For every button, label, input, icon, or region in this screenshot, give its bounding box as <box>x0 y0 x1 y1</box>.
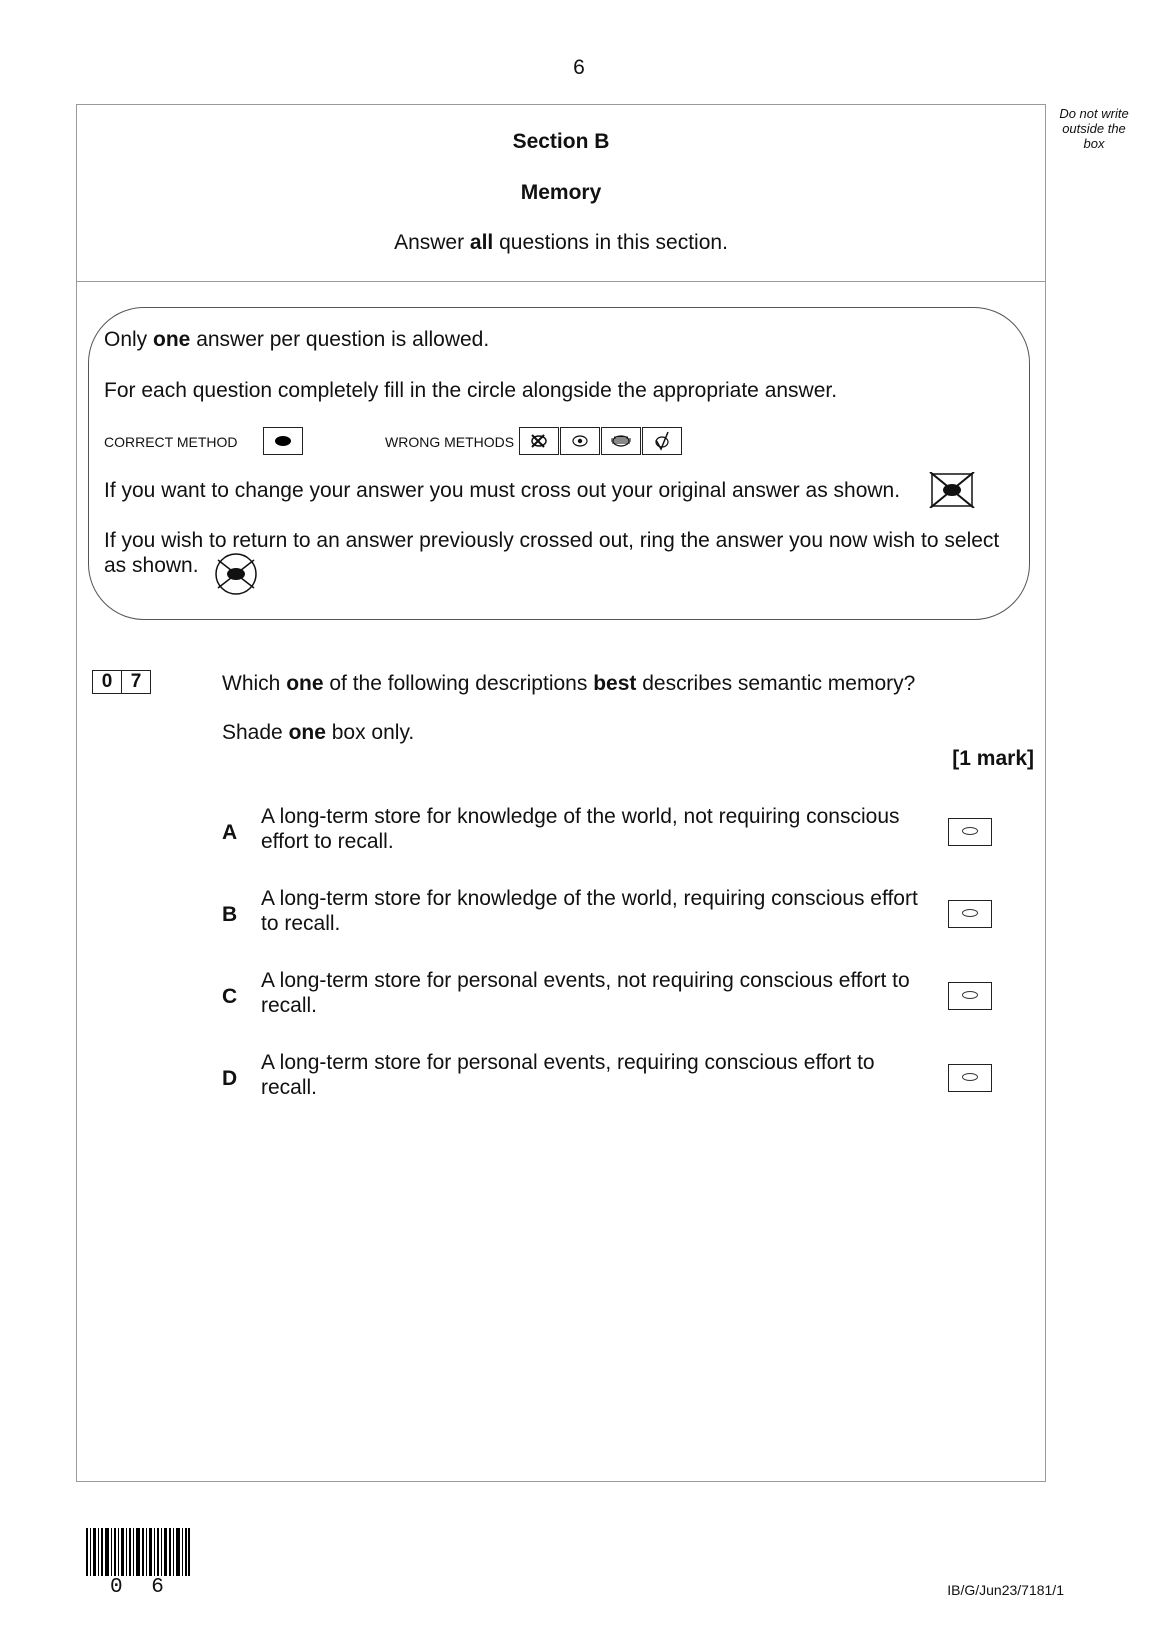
shade-pre: Shade <box>222 721 289 744</box>
answer-box-a[interactable] <box>948 818 992 846</box>
filled-oval-icon <box>275 436 291 446</box>
q-post: describes semantic memory? <box>636 672 916 695</box>
wrong-methods-label: WRONG METHODS <box>385 434 515 450</box>
option-letter-c: C <box>222 985 238 1008</box>
question-number-digit: 0 <box>92 670 122 694</box>
header-divider <box>76 281 1046 282</box>
page-number: 6 <box>573 56 585 79</box>
answer-oval-icon <box>962 991 978 999</box>
section-title: Section B <box>512 130 610 153</box>
margin-note <box>1046 106 1142 151</box>
margin-note-line: outside the <box>1062 121 1126 136</box>
answer-box-d[interactable] <box>948 1064 992 1092</box>
option-line: A long-term store for knowledge of the world, not requiring conscious <box>261 805 900 828</box>
mark-allocation: [1 mark] <box>952 747 1034 770</box>
answer-oval-icon <box>962 827 978 835</box>
option-line: to recall. <box>261 912 341 935</box>
option-text-a <box>261 804 937 854</box>
q-bold-one: one <box>286 672 324 695</box>
crossed-oval-icon <box>520 428 558 454</box>
answer-oval-icon <box>962 909 978 917</box>
ticked-oval-icon <box>643 428 681 454</box>
dotted-oval-icon <box>561 428 599 454</box>
wrong-method-tick <box>642 427 682 455</box>
answer-oval-icon <box>962 1073 978 1081</box>
return-answer-line: If you wish to return to an answer previously crossed out, ring the answer you now wish to select <box>104 529 1000 552</box>
margin-note-line: box <box>1083 136 1105 151</box>
barcode-digits: 0 6 <box>110 1576 172 1599</box>
margin-note-line: Do not write <box>1059 106 1129 121</box>
option-line: effort to recall. <box>261 830 394 853</box>
line1-bold: one <box>153 328 191 351</box>
instruction-one-answer <box>104 327 489 352</box>
q-bold-best: best <box>593 672 637 695</box>
answer-box-b[interactable] <box>948 900 992 928</box>
line1-pre: Only <box>104 328 154 351</box>
instruction-post: questions in this section. <box>493 231 728 254</box>
wrong-method-dot <box>560 427 600 455</box>
crossed-out-answer-icon <box>928 472 976 508</box>
correct-method-example <box>263 427 303 455</box>
q-mid: of the following descriptions <box>323 672 594 695</box>
question-number-digit: 7 <box>121 670 151 694</box>
option-line: A long-term store for personal events, requiring conscious effort to <box>261 1051 875 1074</box>
reference-code: IB/G/Jun23/7181/1 <box>947 1582 1064 1598</box>
option-line: A long-term store for knowledge of the world, requiring conscious effort <box>261 887 918 910</box>
option-line: recall. <box>261 994 318 1017</box>
section-instruction <box>76 231 1046 255</box>
shade-post: box only. <box>325 721 415 744</box>
option-letter-b: B <box>222 903 238 926</box>
wrong-method-scribble <box>601 427 641 455</box>
barcode <box>86 1528 190 1576</box>
option-letter-a: A <box>222 821 238 844</box>
instruction-pre: Answer <box>394 231 470 254</box>
q-pre: Which <box>222 672 287 695</box>
line1-post: answer per question is allowed. <box>190 328 490 351</box>
correct-method-label: CORRECT METHOD <box>104 434 238 450</box>
option-text-c <box>261 968 937 1018</box>
option-line: A long-term store for personal events, not requiring conscious effort to <box>261 969 910 992</box>
subject-title: Memory <box>520 181 602 204</box>
instruction-bold: all <box>469 231 494 254</box>
shade-bold: one <box>288 721 326 744</box>
wrong-method-cross <box>519 427 559 455</box>
ringed-answer-icon <box>210 552 262 596</box>
option-text-b <box>261 886 937 936</box>
question-text <box>222 672 915 696</box>
option-text-d <box>261 1050 937 1100</box>
option-letter-d: D <box>222 1067 238 1090</box>
shade-instruction <box>222 721 414 745</box>
instruction-change-answer: If you want to change your answer you must cross out your original answer as shown. <box>104 479 901 502</box>
return-answer-line: as shown. <box>104 554 199 577</box>
instruction-fill-circle: For each question completely fill in the circle alongside the appropriate answer. <box>104 379 838 402</box>
scribbled-oval-icon <box>602 428 640 454</box>
answer-box-c[interactable] <box>948 982 992 1010</box>
option-line: recall. <box>261 1076 318 1099</box>
